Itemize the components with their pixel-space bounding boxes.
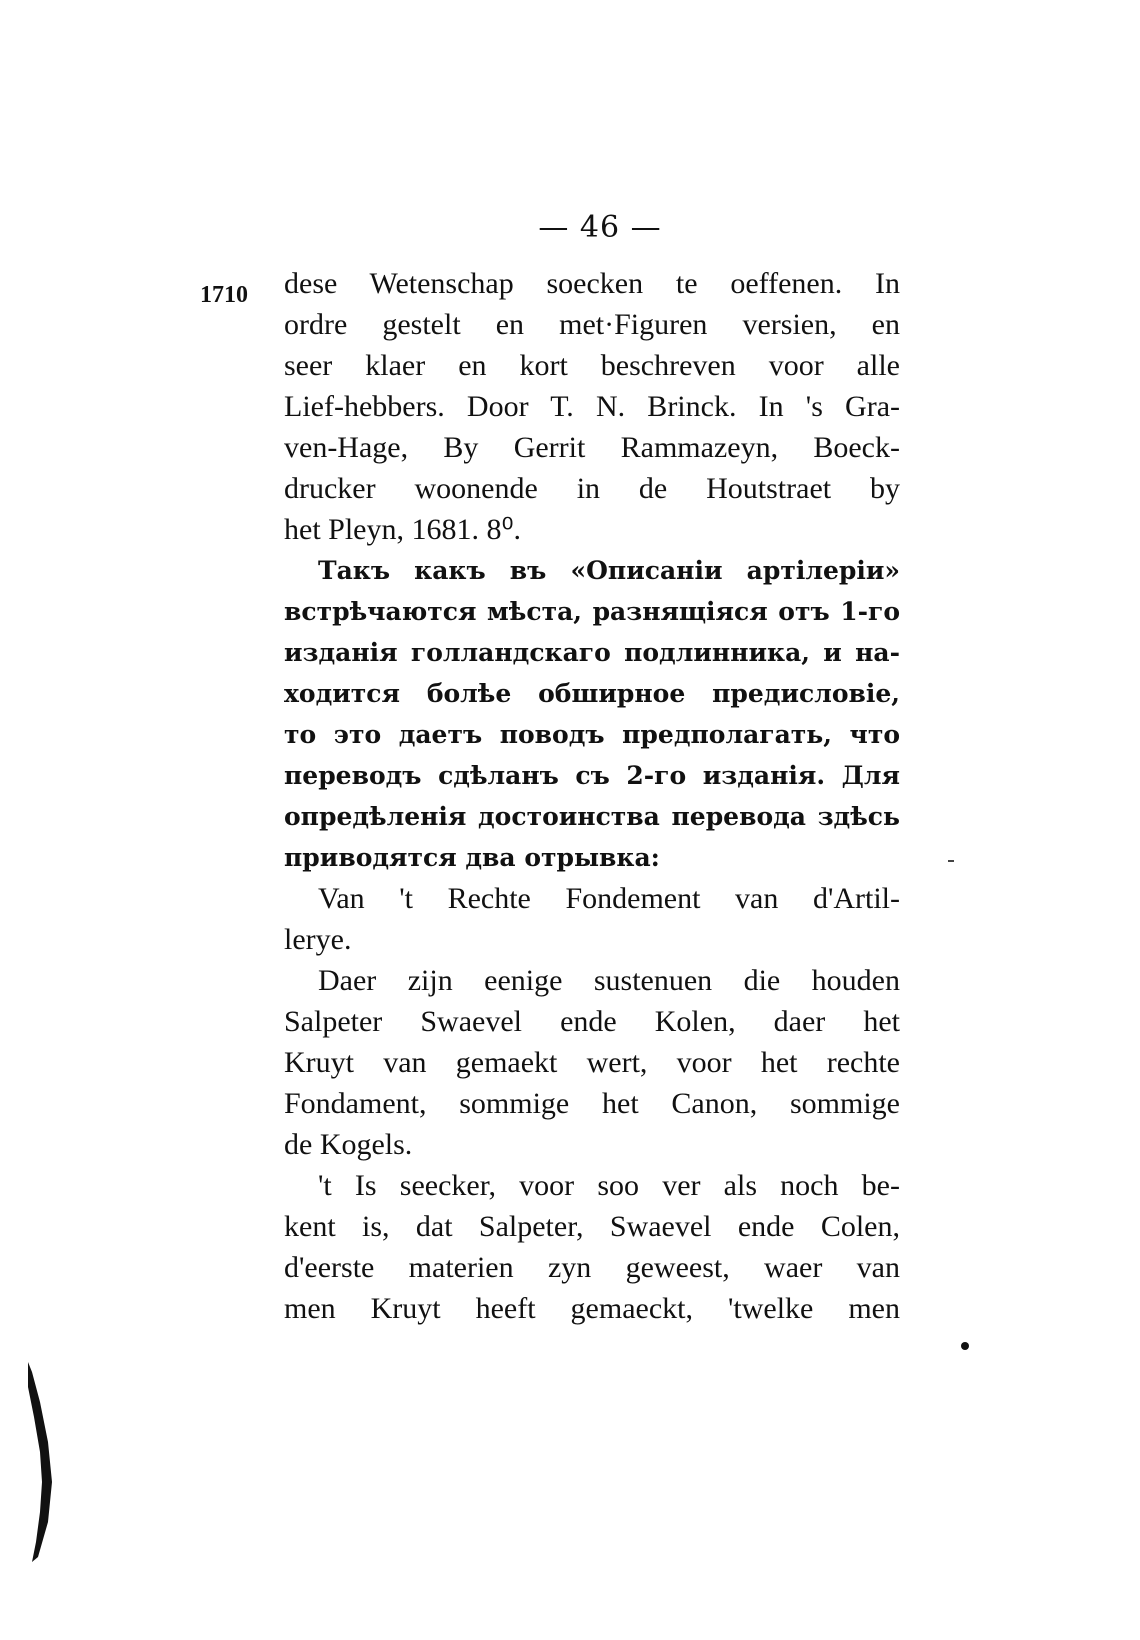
scan-edge-mark-icon <box>26 1362 66 1562</box>
paragraph-1 <box>284 263 900 550</box>
text-line: lerye. <box>284 923 352 956</box>
text-line: встрѣчаются мѣста, разнящіяся отъ 1-го <box>284 597 900 626</box>
text-line: kent is, dat Salpeter, Swaevel ende Colen, <box>284 1210 900 1243</box>
scan-dash-mark <box>948 860 954 862</box>
paragraph-3 <box>284 878 900 960</box>
paragraph-4 <box>284 960 900 1165</box>
text-line: drucker woonende in de Houtstraet by <box>284 472 900 505</box>
text-line: Van 't Rechte Fondement van d'Artil- <box>318 882 900 915</box>
text-line: то это даетъ поводъ предполагать, что <box>284 720 900 749</box>
text-line: het Pleyn, 1681. 8⁰. <box>284 513 522 546</box>
text-line: Такъ какъ въ «Описаніи артілеріи» <box>318 556 900 585</box>
paragraph-2 <box>284 550 900 878</box>
margin-year: 1710 <box>200 282 248 308</box>
text-line: dese Wetenschap soecken te oeffenen. In <box>284 267 900 300</box>
text-line: ven-Hage, By Gerrit Rammazeyn, Boeck- <box>284 431 900 464</box>
text-line: men Kruyt heeft gemaeckt, 'twelke men <box>284 1292 900 1325</box>
page-number: — 46 — <box>538 210 662 245</box>
text-line: Lief-hebbers. Door T. N. Brinck. In 's Gra- <box>284 390 900 423</box>
text-line: Kruyt van gemaekt wert, voor het rechte <box>284 1046 900 1079</box>
text-line: ordre gestelt en met·Figuren versien, en <box>284 308 900 341</box>
text-line: Fondament, sommige het Canon, sommige <box>284 1087 900 1120</box>
text-line: seer klaer en kort beschreven voor alle <box>284 349 900 382</box>
text-line: Daer zijn eenige sustenuen die houden <box>318 964 900 997</box>
text-line: d'eerste materien zyn geweest, waer van <box>284 1251 900 1284</box>
text-line: Salpeter Swaevel ende Kolen, daer het <box>284 1005 900 1038</box>
text-line: de Kogels. <box>284 1128 413 1161</box>
text-line: 't Is seecker, voor soo ver als noch be- <box>318 1169 900 1202</box>
text-line: опредѣленія достоинства перевода здѣсь <box>284 802 900 831</box>
text-line: приводятся два отрывка: <box>284 843 660 872</box>
text-line: изданія голландскаго подлинника, и на- <box>284 638 900 667</box>
paragraph-5 <box>284 1165 900 1329</box>
text-line: переводъ сдѣланъ съ 2-го изданія. Для <box>284 761 900 790</box>
text-line: ходится болѣе обширное предисловіе, <box>284 679 900 708</box>
scan-dot-mark <box>961 1342 969 1350</box>
